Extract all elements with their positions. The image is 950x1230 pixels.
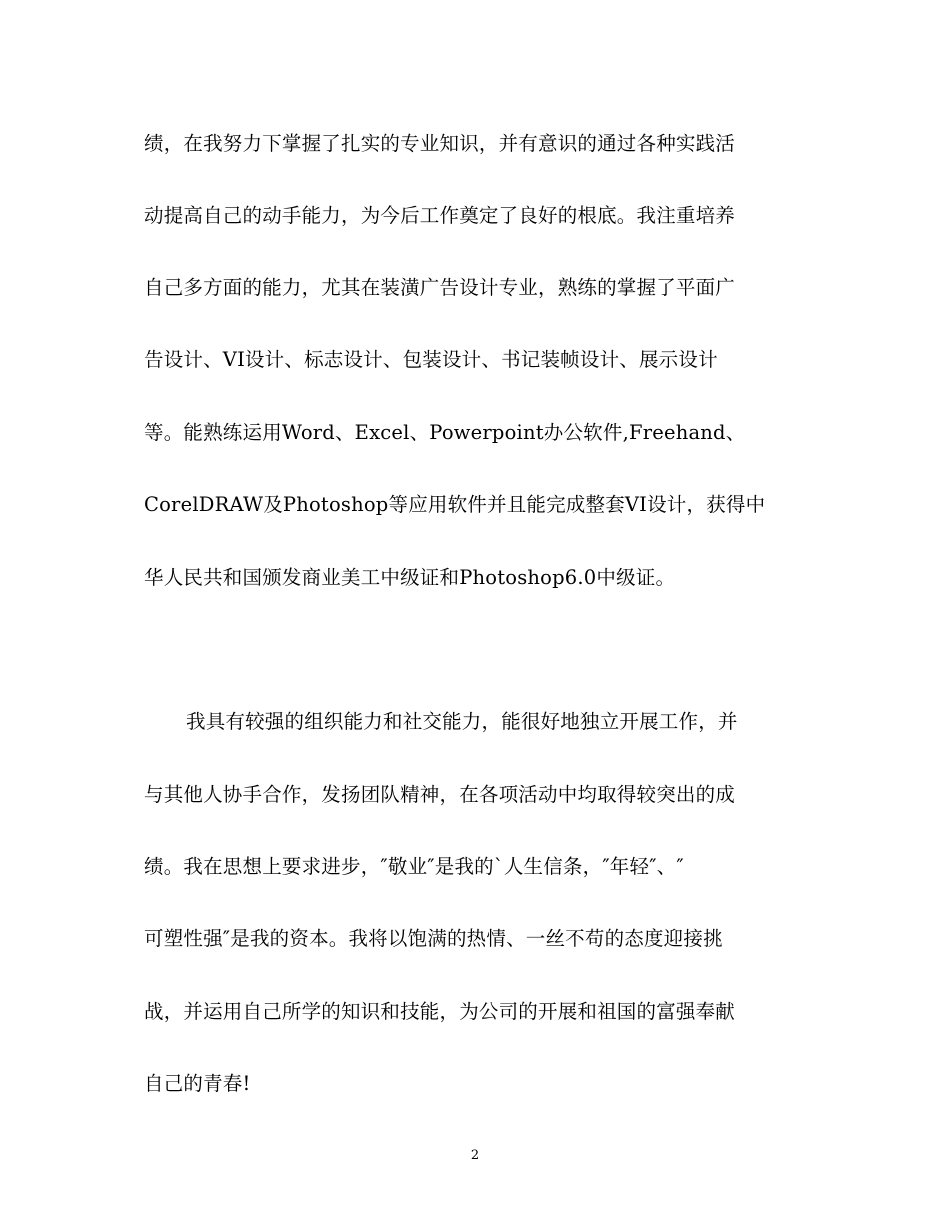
paragraph-line: 战，并运用自己所学的知识和技能，为公司的开展和祖国的富强奉献	[144, 1000, 736, 1023]
paragraph-line: CorelDRAW及Photoshop等应用软件并且能完成整套VI设计，获得中	[144, 493, 766, 516]
paragraph-line: 华人民共和国颁发商业美工中级证和Photoshop6.0中级证。	[144, 566, 676, 589]
paragraph-line: 自己的青春!	[144, 1072, 251, 1095]
paragraph-line: 等。能熟练运用Word、Excel、Powerpoint办公软件,Freehand、	[144, 421, 746, 444]
paragraph-line: 与其他人协手合作，发扬团队精神，在各项活动中均取得较突出的成	[144, 783, 736, 806]
paragraph-line: 绩。我在思想上要求进步，″敬业″是我的`人生信条，″年轻″、″	[144, 855, 684, 878]
paragraph-line: 自己多方面的能力，尤其在装潢广告设计专业，熟练的掌握了平面广	[144, 276, 736, 299]
paragraph-line: 动提高自己的动手能力，为今后工作奠定了良好的根底。我注重培养	[144, 204, 736, 227]
paragraph-line: 我具有较强的组织能力和社交能力，能很好地独立开展工作，并	[186, 710, 738, 733]
paragraph-line: 绩，在我努力下掌握了扎实的专业知识，并有意识的通过各种实践活	[144, 132, 736, 155]
page-number: 2	[470, 1148, 480, 1163]
paragraph-line: 可塑性强″是我的资本。我将以饱满的热情、一丝不苟的态度迎接挑	[144, 927, 723, 950]
paragraph-line: 告设计、VI设计、标志设计、包装设计、书记装帧设计、展示设计	[144, 348, 718, 371]
